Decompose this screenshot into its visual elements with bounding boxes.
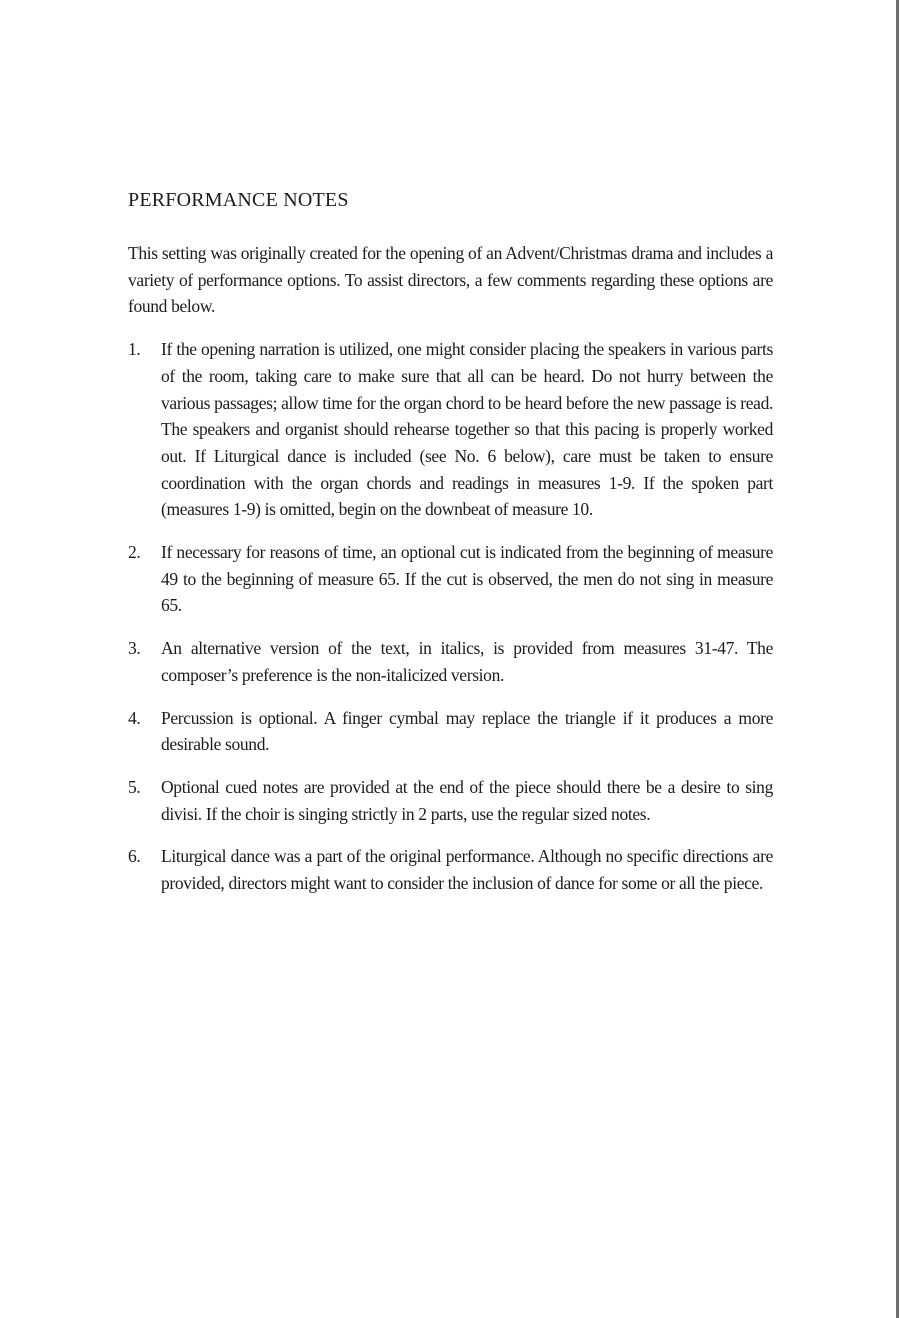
note-text: An alternative version of the text, in italics, is provided from measures 31-47. The composer’s preference is the non-italicized version. xyxy=(161,638,773,685)
note-text: If necessary for reasons of time, an optional cut is indicated from the beginning of measure 49 to the beginning of measure 65. If the cut is observed, the men do not sing in measure 65. xyxy=(161,542,773,616)
note-number: 6. xyxy=(128,846,141,867)
note-text: Percussion is optional. A finger cymbal may replace the triangle if it produces a more desirable sound. xyxy=(161,707,773,755)
intro-paragraph: This setting was originally created for the opening of an Advent/Christmas drama and includes a variety of performance options. To assist directors, a few comments regarding these options are found below. xyxy=(128,243,773,317)
note-item-5 xyxy=(128,774,773,827)
note-item-6 xyxy=(128,843,773,896)
note-text: Optional cued notes are provided at the end of the piece should there be a desire to sing divisi. If the choir is singing strictly in 2 parts, use the regular sized notes. xyxy=(161,776,773,824)
note-number: 4. xyxy=(128,707,141,728)
performance-notes-list xyxy=(128,336,773,897)
note-item-2 xyxy=(128,539,773,619)
note-number: 2. xyxy=(128,542,141,563)
page-title: PERFORMANCE NOTES xyxy=(128,189,349,211)
note-item-4 xyxy=(128,705,773,758)
page-content xyxy=(128,186,773,913)
note-item-3 xyxy=(128,635,773,688)
note-text: Liturgical dance was a part of the original performance. Although no specific directions are provided, directors might want to consider the inclusion of dance for some or all the piece. xyxy=(161,846,773,894)
note-number: 5. xyxy=(128,776,141,797)
note-number: 1. xyxy=(128,339,141,360)
note-item-1 xyxy=(128,336,773,523)
note-text: If the opening narration is utilized, one might consider placing the speakers in various parts of the room, taking care to make sure that all can be heard. Do not hurry between the various passages; allow time for the organ chord to be heard before the new passage is read. The speakers and organist should rehearse together so that this pacing is properly worked out. If Liturgical dance is included (see No. 6 below), care must be taken to ensure coordination with the organ chords and readings in measures 1-9. If the spoken part (measures 1-9) is omitted, begin on the downbeat of measure 10. xyxy=(161,339,773,520)
note-number: 3. xyxy=(128,638,141,659)
